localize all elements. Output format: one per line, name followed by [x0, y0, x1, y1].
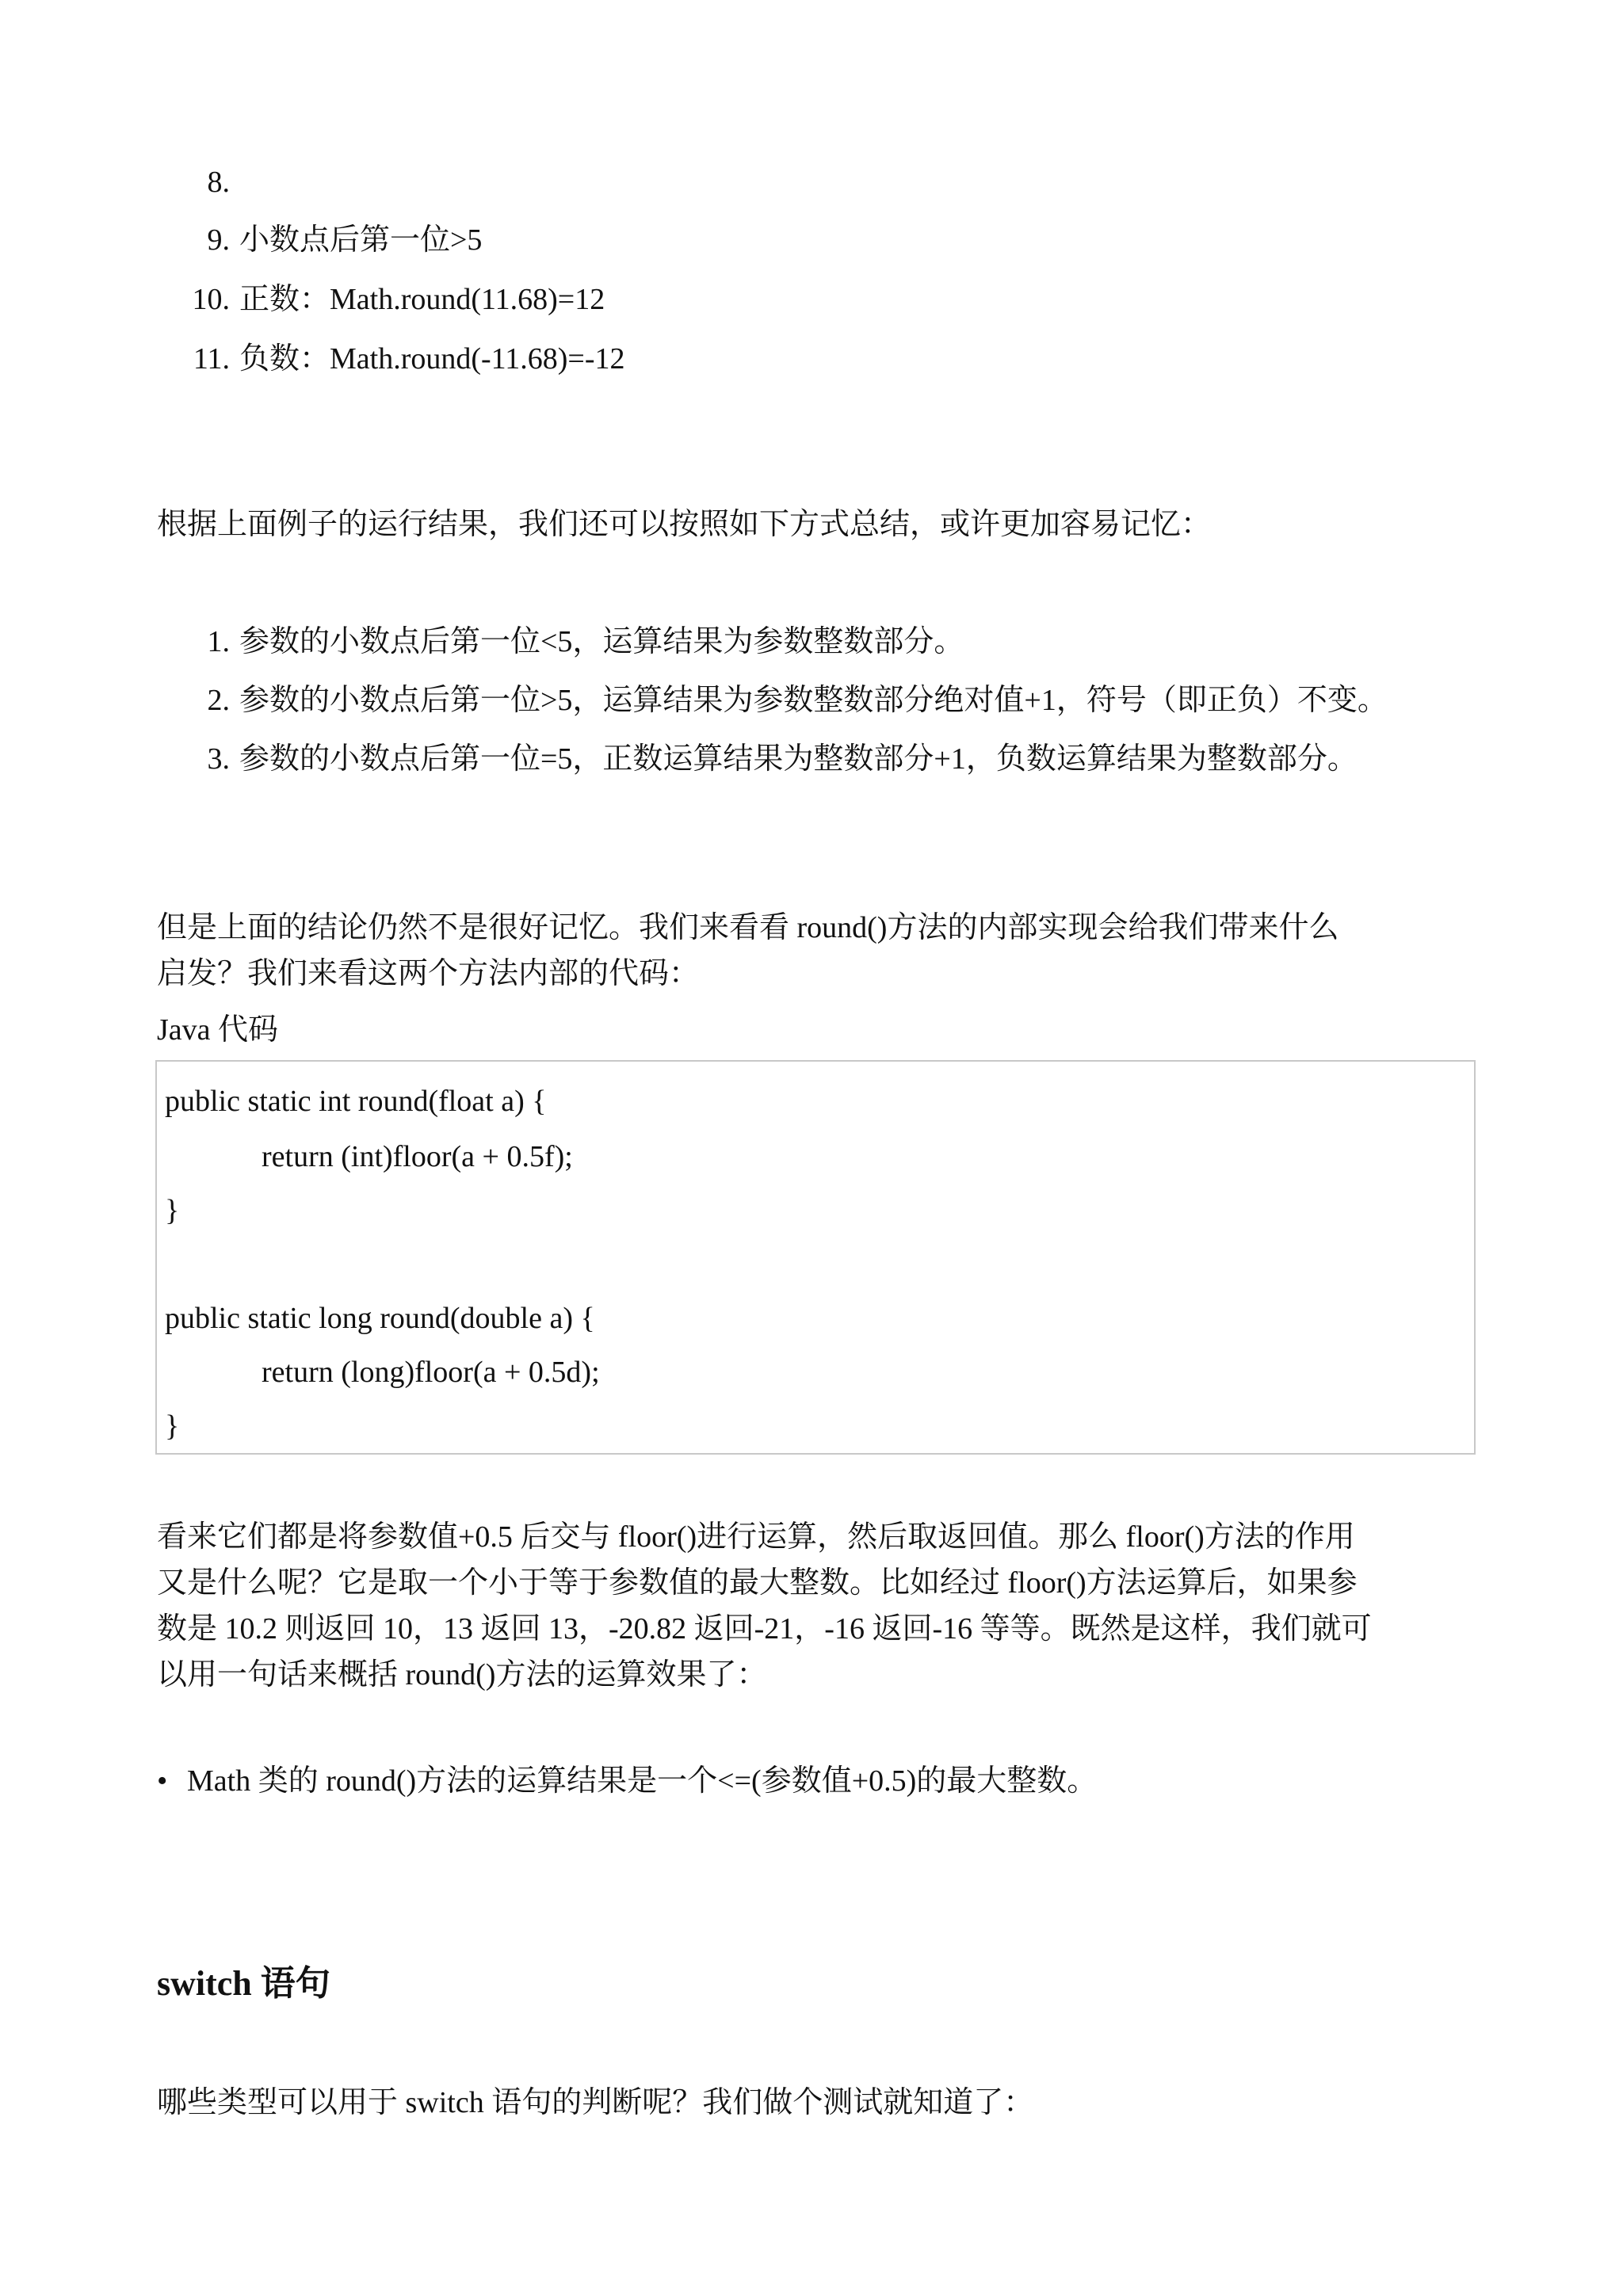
list-number: 1. — [207, 625, 230, 658]
section-heading: switch 语句 — [157, 1964, 330, 2003]
paragraph-line: 数是 10.2 则返回 10，13 返回 13，-20.82 返回-21，-16 返回-16 等等。既然是这样，我们就可 — [157, 1612, 1372, 1646]
list-item-text: 参数的小数点后第一位>5，运算结果为参数整数部分绝对值+1，符号（即正负）不变。 — [239, 684, 1388, 717]
bullet-icon: • — [157, 1764, 168, 1798]
summary-paragraph: 根据上面例子的运行结果，我们还可以按照如下方式总结，或许更加容易记忆： — [157, 508, 1212, 541]
code-line: public static int round(float a) { — [165, 1085, 547, 1118]
list-number: 10. — [192, 283, 230, 316]
list-item-text: 正数：Math.round(11.68)=12 — [239, 283, 605, 316]
code-line: return (long)floor(a + 0.5d); — [262, 1356, 600, 1389]
bullet-item-text: Math 类的 round()方法的运算结果是一个<=(参数值+0.5)的最大整数。 — [187, 1764, 1098, 1798]
code-line: } — [165, 1409, 180, 1443]
paragraph-line: 启发？我们来看这两个方法内部的代码： — [157, 957, 700, 990]
list-item-text: 小数点后第一位>5 — [239, 223, 483, 257]
code-line: } — [165, 1194, 180, 1227]
code-block — [155, 1060, 1476, 1455]
list-number: 2. — [207, 684, 230, 717]
paragraph-line: 又是什么呢？它是取一个小于等于参数值的最大整数。比如经过 floor()方法运算后，如果参 — [157, 1566, 1358, 1600]
paragraph-line: 以用一句话来概括 round()方法的运算效果了： — [157, 1658, 767, 1691]
list-item-text: 参数的小数点后第一位=5，正数运算结果为整数部分+1，负数运算结果为整数部分。 — [239, 742, 1358, 776]
paragraph-line: 但是上面的结论仍然不是很好记忆。我们来看看 round()方法的内部实现会给我们带来什么 — [157, 911, 1339, 944]
list-number: 11. — [193, 342, 230, 376]
code-line: public static long round(double a) { — [165, 1302, 595, 1335]
list-number: 3. — [207, 742, 230, 776]
list-item-text: 参数的小数点后第一位<5，运算结果为参数整数部分。 — [239, 625, 964, 658]
list-item-text: 负数：Math.round(-11.68)=-12 — [239, 342, 625, 376]
code-line: return (int)floor(a + 0.5f); — [262, 1140, 573, 1173]
list-number: 8. — [207, 166, 230, 199]
switch-paragraph: 哪些类型可以用于 switch 语句的判断呢？我们做个测试就知道了： — [157, 2086, 1034, 2119]
code-label: Java 代码 — [157, 1013, 279, 1047]
list-number: 9. — [207, 223, 230, 257]
paragraph-line: 看来它们都是将参数值+0.5 后交与 floor()进行运算，然后取返回值。那么 floor()方法的作用 — [157, 1520, 1355, 1554]
